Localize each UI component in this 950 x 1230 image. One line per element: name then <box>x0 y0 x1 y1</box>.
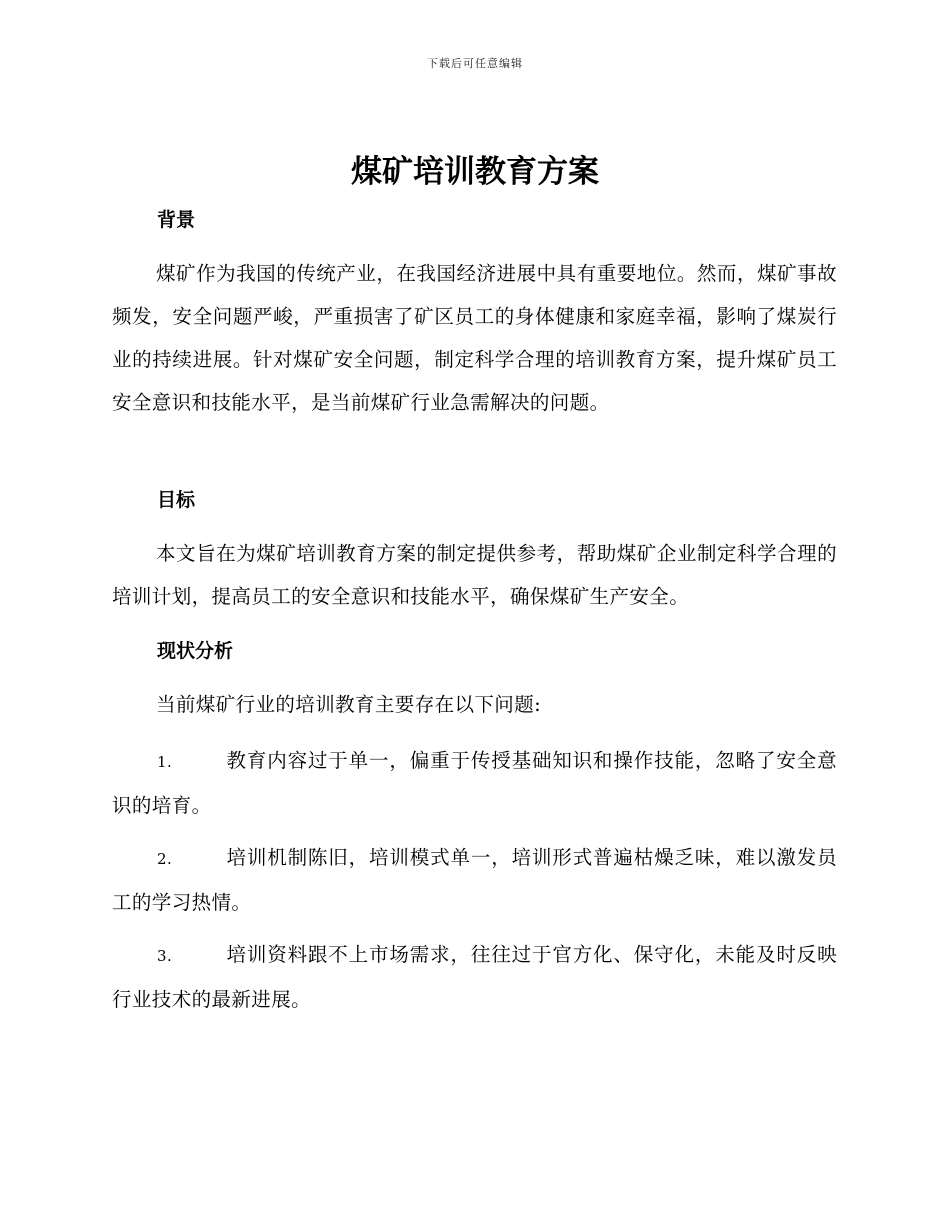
section-heading-goal: 目标 <box>157 489 196 511</box>
list-item-text: 培训资料跟不上市场需求，往往过于官方化、保守化，未能及时反映行业技术的最新进展。 <box>112 943 837 1011</box>
section-heading-background: 背景 <box>157 209 196 231</box>
document-title: 煤矿培训教育方案 <box>351 154 599 190</box>
list-item-text: 培训机制陈旧，培训模式单一，培训形式普遍枯燥乏味，难以激发员工的学习热情。 <box>112 846 837 914</box>
section-heading-status: 现状分析 <box>157 640 234 662</box>
list-item <box>112 836 837 924</box>
page-header-note: 下载后可任意编辑 <box>427 57 523 70</box>
list-item-number: 2. <box>157 850 173 868</box>
list-item <box>112 739 837 827</box>
list-item-text: 教育内容过于单一，偏重于传授基础知识和操作技能，忽略了安全意识的培育。 <box>112 749 837 817</box>
list-item <box>112 933 837 1021</box>
list-item-number: 1. <box>157 753 173 771</box>
paragraph-goal: 本文旨在为煤矿培训教育方案的制定提供参考，帮助煤矿企业制定科学合理的培训计划，提高员工的安全意识和技能水平，确保煤矿生产安全。 <box>112 542 837 608</box>
list-item-number: 3. <box>157 947 173 965</box>
paragraph-status-intro: 当前煤矿行业的培训教育主要存在以下问题: <box>156 693 542 716</box>
paragraph-background: 煤矿作为我国的传统产业，在我国经济进展中具有重要地位。然而，煤矿事故频发，安全问题严峻，严重损害了矿区员工的身体健康和家庭幸福，影响了煤炭行业的持续进展。针对煤矿安全问题，制定科学合理的培训教育方案，提升煤矿员工安全意识和技能水平，是当前煤矿行业急需解决的问题。 <box>112 262 837 414</box>
